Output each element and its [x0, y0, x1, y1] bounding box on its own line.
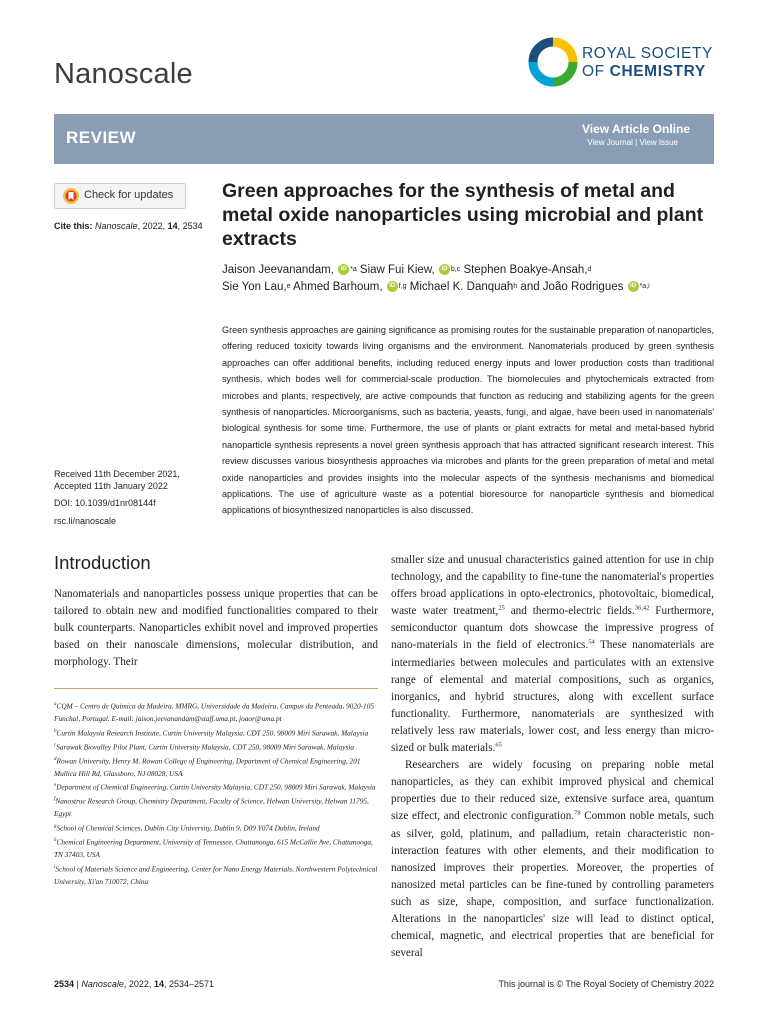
publisher-line1: ROYAL SOCIETY: [582, 45, 713, 62]
doi[interactable]: DOI: 10.1039/d1nr08144f: [54, 498, 156, 508]
affiliation-item: $^c$Sarawak Biovalley Pilot Plant, Curtin University Malaysia, CDT 250, 98009 Miri Sarawak, Malaysia: [54, 742, 355, 752]
rsc-roundel-icon: [528, 36, 578, 88]
citation: Cite this: Nanoscale, 2022, 14, 2534: [54, 221, 203, 231]
intro-paragraph: Nanomaterials and nanoparticles possess unique properties that can be tailored to obtain new and modified functionalities compared to their bulk counterparts. Nanoparticles exhibit novel and improved properties based on their nanoscale dimensions, molecular distribution, and morphology. Their: [54, 588, 378, 668]
view-article-online-link[interactable]: View Article Online: [581, 122, 690, 136]
affiliation-item: $^h$Chemical Engineering Department, University of Tennessee, Chattanooga, 615 McCallie Ave, Chattanooga, TN 37403, USA: [54, 837, 373, 859]
affiliation-item: $^e$Department of Chemical Engineering, Curtin University Malaysia, CDT 250, 98009 Miri Sarawak, Malaysia: [54, 782, 376, 792]
journal-url[interactable]: rsc.li/nanoscale: [54, 516, 117, 526]
orcid-icon[interactable]: iD: [338, 264, 349, 275]
footer-citation: 2534 | Nanoscale, 2022, 14, 2534–2571: [54, 979, 215, 989]
accepted-date: Accepted 11th January 2022: [54, 481, 168, 491]
affiliations: [54, 699, 378, 888]
check-for-updates-button[interactable]: [54, 183, 186, 209]
affiliation-item: $^a$CQM – Centro de Química da Madeira, MMRG, Universidade da Madeira, Campus da Penteada, 9020-105 Funchal, Portugal. E-mail: jaison.jeevanandam@staff.uma.pt, joaor@uma.pt: [54, 701, 375, 724]
orcid-icon[interactable]: iD: [628, 281, 639, 292]
reference-link[interactable]: 54: [588, 638, 595, 646]
section-heading: Introduction: [54, 552, 151, 573]
rsc-logo[interactable]: [528, 36, 718, 88]
view-journal-issue-links[interactable]: View Journal | View Issue: [587, 138, 678, 147]
reference-link[interactable]: 65: [495, 741, 502, 749]
check-for-updates-label: Check for updates: [84, 189, 174, 201]
article-title: Green approaches for the synthesis of metal and metal oxide nanoparticles using microbial and plant extracts: [222, 180, 704, 250]
article-type-band: [54, 114, 714, 164]
bookmark-icon: [62, 187, 80, 205]
intro-right-column: smaller size and unusual characteristics gained attention for use in chip technology, and the capability to fine-tune the nanomaterial's properties offers broad applications in opto-electronics, photovoltaic, biomedical, waste water treatment,$^{25}$ and thermo-electric fields.$^{36,42}$ Furthermore, semiconductor quantum dots showcase the impressive progress of nano-materials in the field of electronics.$^{54}$ These nanomaterials are intermediaries between molecules and particulates with an extensive range of elemental and material compositions, such as organics, inorganics, and hybrid structures, along with excellent surface functionality. Furthermore, nanomaterials are synthesized with relatively less raw materials, lower cost, and less energy than micro-sized or bulk materials.$^{65}$ Researchers are widely focusing on preparing noble metal nanoparticles, as they can exhibit improved physical and chemical properties due to their reduced size, extensive surface area, quantum size effect, and electronic configuration.$^{78}$ Common noble metals, such as silver, gold, platinum, and palladium, retain characteristic non-interaction features with other elements, and their modification to nanosized improves their properties. Moreover, the properties of nanosized metal particles can be fine-tuned by controlling parameters such as size, shape, composition, and surface functionalization. Alterations in the nanoparticles' size will lead to distinct optical, chemical, magnetic, and electrical properties that are beneficial for several: [391, 554, 715, 960]
received-date: Received 11th December 2021,: [54, 469, 180, 479]
reference-link[interactable]: 36,42: [634, 604, 650, 612]
author-list: Jaison Jeevanandam, iD $^{*a}$ Siaw Fui Kiew, iD $^{b,c}$ Stephen Boakye-Ansah,$^d$ Sie Yon Lau,$^e$ Ahmed Barhoum, iD $^{f,g}$ Michael K. Danquah$^h$ and João Rodrigues iD $^{*a,i}$: [222, 264, 650, 293]
orcid-icon[interactable]: iD: [439, 264, 450, 275]
journal-title: Nanoscale: [54, 58, 193, 90]
orcid-icon[interactable]: iD: [387, 281, 398, 292]
abstract: Green synthesis approaches are gaining significance as promising routes for the sustainable preparation of nanoparticles, offering reduced toxicity towards living organisms and the environment. Nanomaterials produced by green synthesis approaches can offer additional benefits, including reduced energy inputs and lower production costs than traditional synthesis, which bodes well for commercial-scale production. The biomolecules and phytochemicals extracted from microbes and plants, respectively, are active compounds that function as reducing and stabilizing agents for the green synthesis of nanoparticles. Microorganisms, such as bacteria, yeasts, fungi, and algae, have been used in nanomaterials' biological synthesis for some time. Furthermore, the use of plants or plant extracts for metal and metal-based hybrid nanoparticle synthesis represents a novel green synthesis approach that has attracted significant research interest. This review discusses various biosynthesis approaches via microbes and plants for the green preparation of metal and metal oxide nanoparticles and provides insights into the molecular aspects of the synthesis mechanisms and biomedical applications. The use of agriculture waste as a potential bioresource for nanoparticle synthesis and biomedical applications of biosynthesized nanoparticles is also discussed.: [222, 325, 714, 516]
footnote-divider: [54, 688, 378, 689]
affiliation-item: $^d$Rowan University, Henry M. Rowan College of Engineering, Department of Chemical Engineering, 201 Mullica Hill Rd, Glassboro, NJ 08028, USA: [54, 756, 361, 778]
affiliation-item: $^i$School of Materials Science and Engineering, Center for Nano Energy Materials, Northwestern Polytechnical University, Xi'an 710072, China: [54, 863, 378, 886]
publisher-line2: OF CHEMISTRY: [582, 63, 706, 80]
article-type: REVIEW: [66, 128, 137, 147]
reference-link[interactable]: 25: [498, 604, 505, 612]
affiliation-item: $^f$Nanostruc Research Group, Chemistry Department, Faculty of Science, Helwan University, Helwan 11795, Egypt: [54, 796, 369, 819]
affiliation-item: $^g$School of Chemical Sciences, Dublin City University, Dublin 9, D09 Y074 Dublin, Ireland: [54, 823, 320, 833]
footer-copyright: This journal is © The Royal Society of Chemistry 2022: [498, 979, 714, 989]
reference-link[interactable]: 78: [574, 809, 581, 817]
affiliation-item: $^b$Curtin Malaysia Research Institute, Curtin University Malaysia, CDT 250, 98009 Miri Sarawak, Malaysia: [54, 728, 369, 738]
